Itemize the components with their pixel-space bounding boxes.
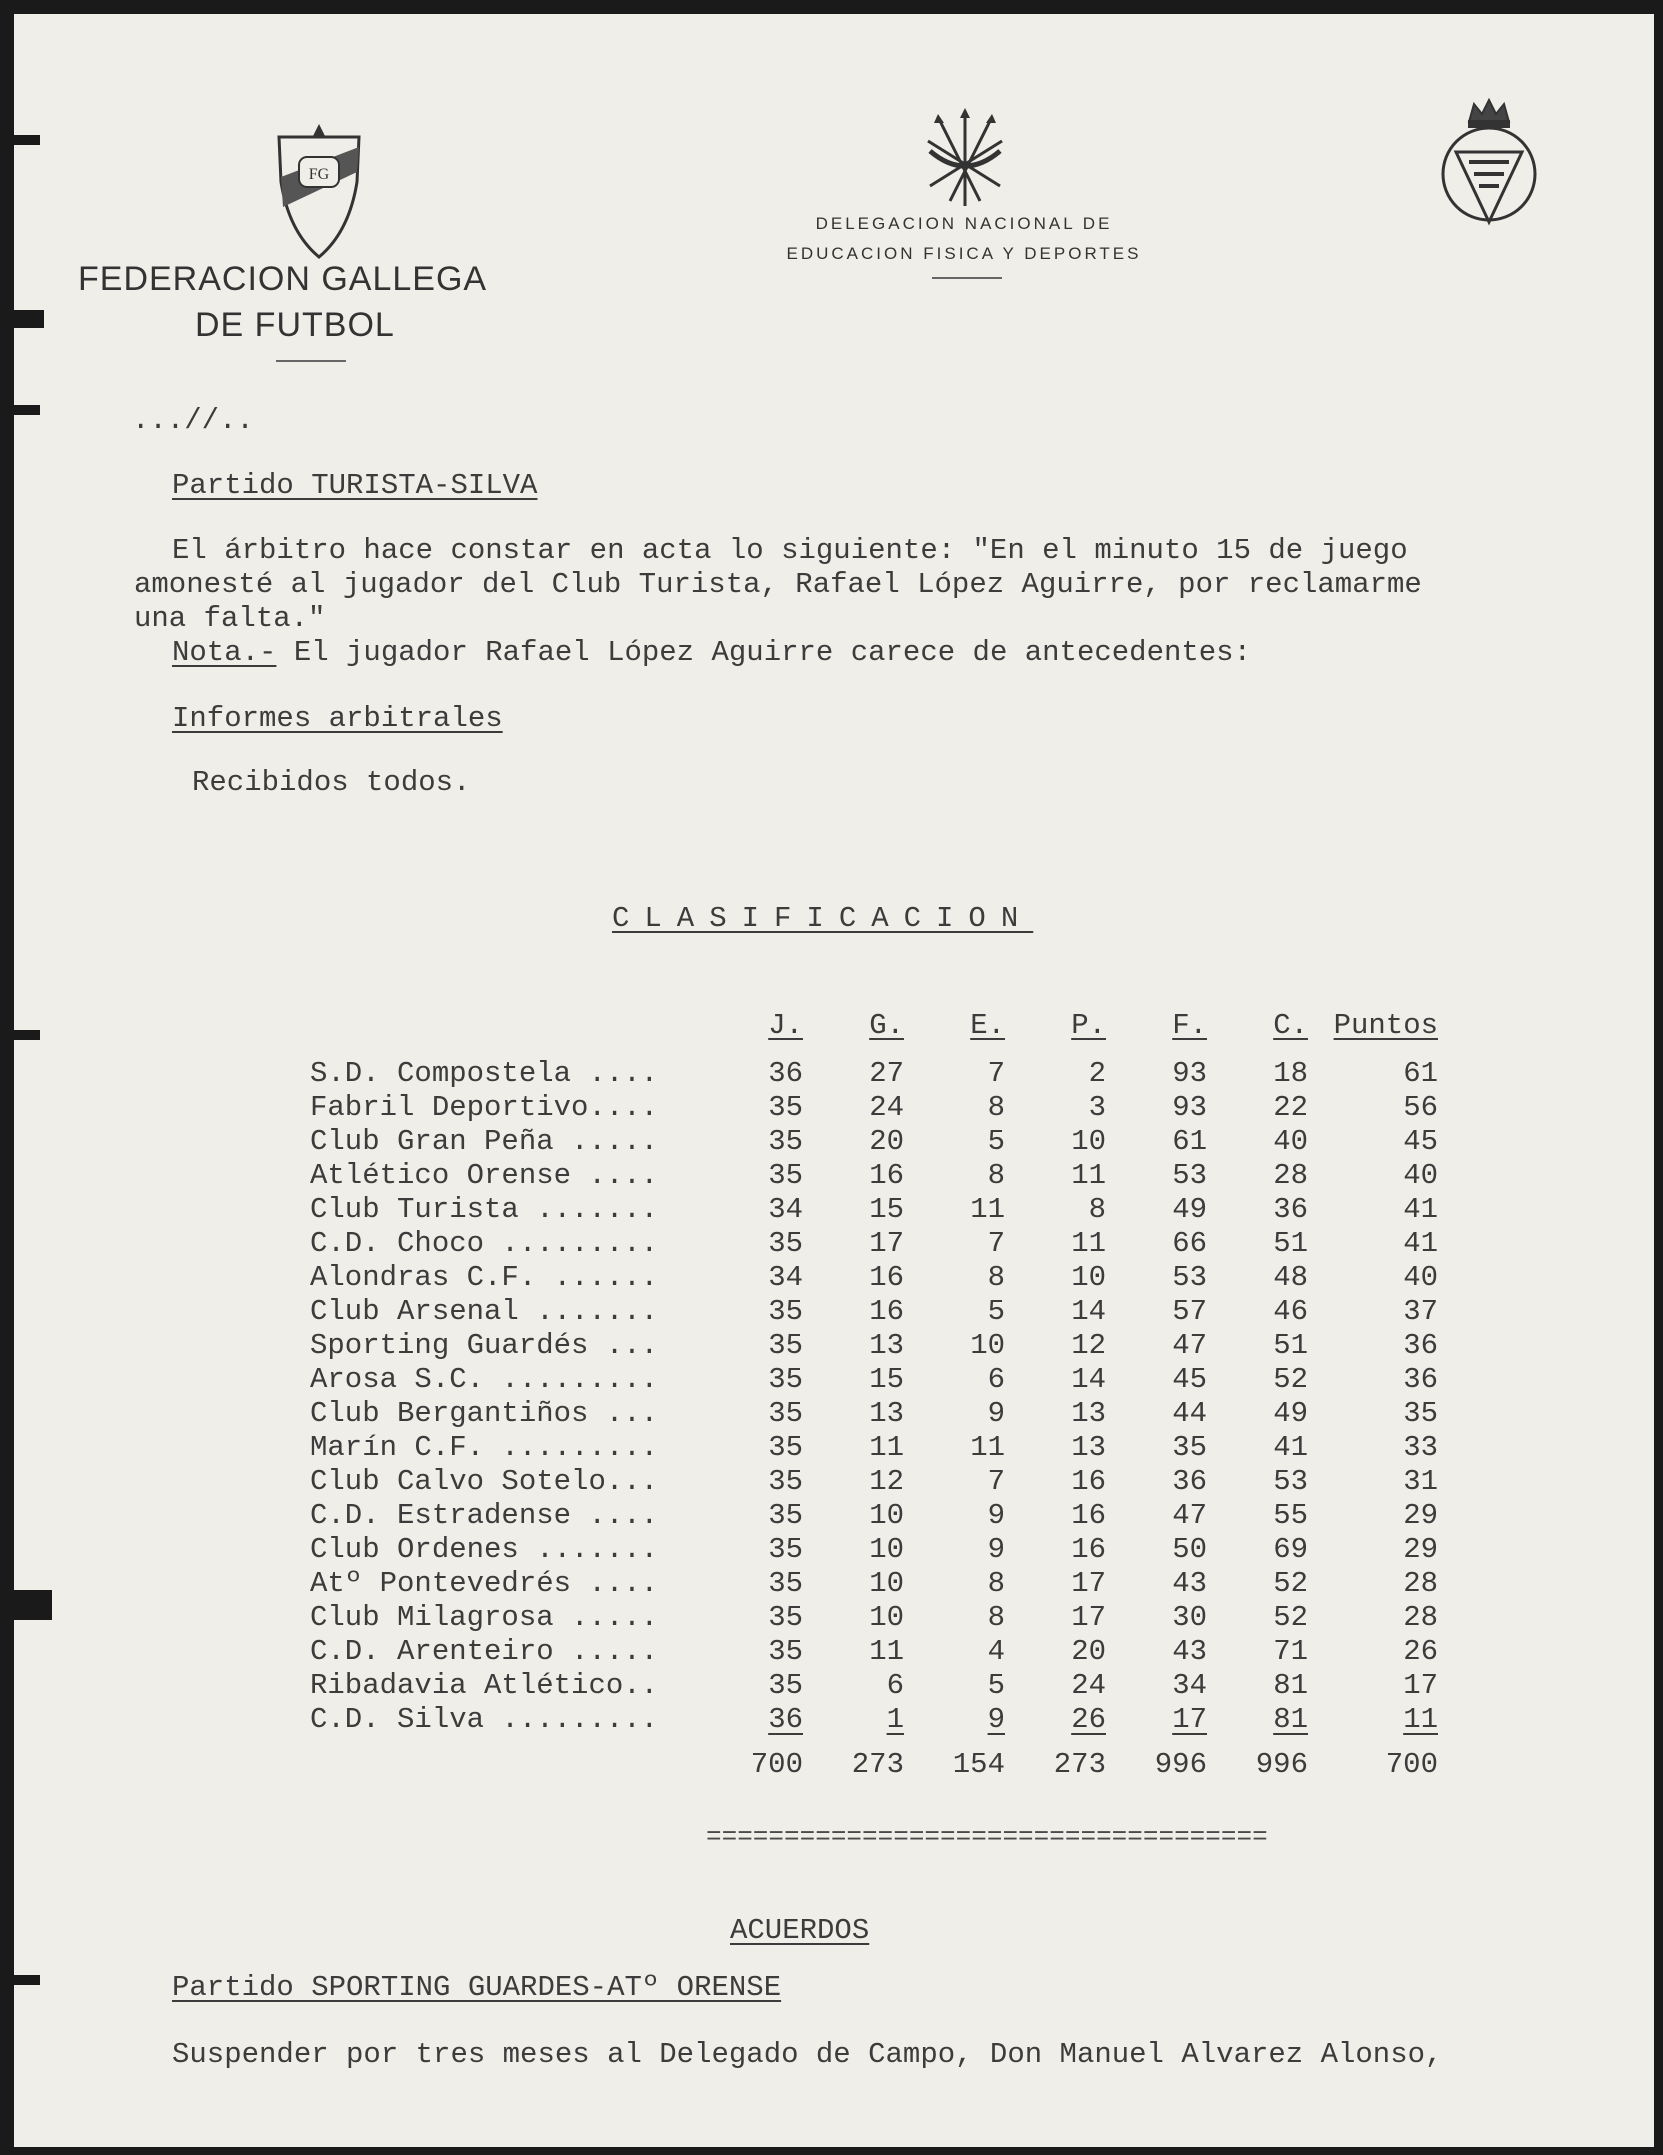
- stat-e: 8: [987, 1601, 1005, 1634]
- stat-p: 8: [1088, 1193, 1106, 1226]
- note-line: [172, 636, 1251, 669]
- stat-p: 11: [1071, 1227, 1106, 1260]
- team-name: S.D. Compostela ....: [310, 1057, 659, 1090]
- stat-c: 40: [1273, 1125, 1308, 1158]
- stat-j: 35: [768, 1125, 803, 1158]
- stat-puntos: 28: [1403, 1567, 1438, 1600]
- stat-e: 7: [987, 1227, 1005, 1260]
- stat-puntos: 29: [1403, 1499, 1438, 1532]
- stat-j: 35: [768, 1227, 803, 1260]
- stat-e: 11: [970, 1431, 1005, 1464]
- table-row: [310, 1499, 1438, 1533]
- team-name: C.D. Choco .........: [310, 1227, 659, 1260]
- stat-p: 17: [1071, 1567, 1106, 1600]
- standings-table: [310, 1009, 1438, 1793]
- stat-p: 26: [1071, 1703, 1106, 1736]
- stat-f: 44: [1172, 1397, 1207, 1430]
- column-header-p: P.: [1071, 1009, 1106, 1042]
- stat-e: 8: [987, 1091, 1005, 1124]
- stat-f: 53: [1172, 1159, 1207, 1192]
- column-header-e: E.: [970, 1009, 1005, 1042]
- team-name: C.D. Arenteiro .....: [310, 1635, 659, 1668]
- team-name: Atº Pontevedrés ....: [310, 1567, 659, 1600]
- table-row: [310, 1193, 1438, 1227]
- stat-f: 93: [1172, 1091, 1207, 1124]
- team-name: Alondras C.F. ......: [310, 1261, 659, 1294]
- stat-puntos: 41: [1403, 1193, 1438, 1226]
- stat-p: 16: [1071, 1465, 1106, 1498]
- column-header-f: F.: [1172, 1009, 1207, 1042]
- stat-c: 51: [1273, 1227, 1308, 1260]
- note-label: Nota.-: [172, 636, 277, 669]
- stat-f: 45: [1172, 1363, 1207, 1396]
- team-name: Club Calvo Sotelo...: [310, 1465, 659, 1498]
- stat-g: 16: [869, 1261, 904, 1294]
- stat-j: 35: [768, 1499, 803, 1532]
- team-name: Club Gran Peña .....: [310, 1125, 659, 1158]
- continuation-mark: ...//..: [132, 404, 254, 437]
- team-name: Club Turista .......: [310, 1193, 659, 1226]
- stat-e: 4: [987, 1635, 1005, 1668]
- stat-f: 61: [1172, 1125, 1207, 1158]
- stat-e: 5: [987, 1125, 1005, 1158]
- stat-c: 36: [1273, 1193, 1308, 1226]
- totals-double-rule: ====================================: [706, 1822, 1268, 1852]
- stat-e: 5: [987, 1295, 1005, 1328]
- table-row: [310, 1363, 1438, 1397]
- stat-puntos: 31: [1403, 1465, 1438, 1498]
- team-name: Club Arsenal .......: [310, 1295, 659, 1328]
- stat-g: 10: [869, 1533, 904, 1566]
- note-text: El jugador Rafael López Aguirre carece de antecedentes:: [276, 636, 1251, 669]
- stat-c: 41: [1273, 1431, 1308, 1464]
- stat-p: 12: [1071, 1329, 1106, 1362]
- column-header-j: J.: [768, 1009, 803, 1042]
- column-header-c: C.: [1273, 1009, 1308, 1042]
- stat-e: 8: [987, 1159, 1005, 1192]
- stat-e: 9: [987, 1397, 1005, 1430]
- stat-c: 28: [1273, 1159, 1308, 1192]
- stat-p: 13: [1071, 1397, 1106, 1430]
- federation-name-line1: FEDERACION GALLEGA: [78, 260, 488, 298]
- stat-e: 9: [987, 1499, 1005, 1532]
- team-name: Club Milagrosa .....: [310, 1601, 659, 1634]
- stat-j: 34: [768, 1261, 803, 1294]
- stat-f: 53: [1172, 1261, 1207, 1294]
- delegation-line2: EDUCACION FISICA Y DEPORTES: [786, 244, 1142, 263]
- turista-text-line3: una falta.": [134, 602, 326, 635]
- total-c: 996: [1255, 1748, 1308, 1781]
- stat-g: 11: [869, 1431, 904, 1464]
- stat-f: 57: [1172, 1295, 1207, 1328]
- stat-e: 10: [970, 1329, 1005, 1362]
- stat-e: 9: [987, 1703, 1005, 1736]
- stat-puntos: 29: [1403, 1533, 1438, 1566]
- stat-j: 35: [768, 1601, 803, 1634]
- acuerdos-heading: ACUERDOS: [730, 1914, 870, 1947]
- table-row: [310, 1125, 1438, 1159]
- stat-f: 36: [1172, 1465, 1207, 1498]
- stat-g: 10: [869, 1567, 904, 1600]
- table-row: [310, 1465, 1438, 1499]
- informes-heading: Informes arbitrales: [172, 702, 503, 735]
- stat-j: 35: [768, 1091, 803, 1124]
- total-f: 996: [1154, 1748, 1207, 1781]
- stat-j: 35: [768, 1295, 803, 1328]
- stat-puntos: 35: [1403, 1397, 1438, 1430]
- table-row: [310, 1567, 1438, 1601]
- header-rule-center: [932, 277, 1002, 279]
- stat-f: 34: [1172, 1669, 1207, 1702]
- stat-p: 10: [1071, 1125, 1106, 1158]
- document-page: [14, 14, 1654, 2147]
- stat-j: 35: [768, 1159, 803, 1192]
- table-row: [310, 1057, 1438, 1091]
- stat-puntos: 26: [1403, 1635, 1438, 1668]
- stat-puntos: 40: [1403, 1261, 1438, 1294]
- stat-p: 24: [1071, 1669, 1106, 1702]
- stat-f: 30: [1172, 1601, 1207, 1634]
- stat-p: 3: [1088, 1091, 1106, 1124]
- stat-g: 11: [869, 1635, 904, 1668]
- table-row: [310, 1159, 1438, 1193]
- team-name: Marín C.F. .........: [310, 1431, 659, 1464]
- stat-j: 36: [768, 1057, 803, 1090]
- stat-c: 81: [1273, 1669, 1308, 1702]
- stat-c: 51: [1273, 1329, 1308, 1362]
- turista-silva-heading: Partido TURISTA-SILVA: [172, 469, 538, 502]
- stat-f: 43: [1172, 1635, 1207, 1668]
- binding-mark: [0, 310, 44, 328]
- galician-federation-shield-icon: [269, 122, 369, 262]
- stat-c: 69: [1273, 1533, 1308, 1566]
- acuerdos-subheading: Partido SPORTING GUARDES-ATº ORENSE: [172, 1971, 782, 2004]
- stat-c: 71: [1273, 1635, 1308, 1668]
- stat-puntos: 33: [1403, 1431, 1438, 1464]
- acuerdos-text: Suspender por tres meses al Delegado de Campo, Don Manuel Alvarez Alonso,: [172, 2038, 1443, 2071]
- crowned-spanish-federation-badge-icon: [1434, 92, 1544, 237]
- stat-c: 52: [1273, 1567, 1308, 1600]
- standings-header-row: [310, 1009, 1438, 1057]
- stat-puntos: 56: [1403, 1091, 1438, 1124]
- stat-g: 13: [869, 1329, 904, 1362]
- totals-row: [310, 1737, 1438, 1793]
- stat-c: 53: [1273, 1465, 1308, 1498]
- stat-j: 35: [768, 1465, 803, 1498]
- stat-e: 11: [970, 1193, 1005, 1226]
- informes-text: Recibidos todos.: [192, 766, 471, 799]
- stat-c: 52: [1273, 1601, 1308, 1634]
- table-row: [310, 1703, 1438, 1737]
- stat-f: 47: [1172, 1329, 1207, 1362]
- stat-g: 6: [886, 1669, 904, 1702]
- turista-text-line2: amonesté al jugador del Club Turista, Rafael López Aguirre, por reclamarme: [134, 568, 1422, 601]
- stat-p: 20: [1071, 1635, 1106, 1668]
- stat-g: 27: [869, 1057, 904, 1090]
- stat-j: 35: [768, 1669, 803, 1702]
- stat-c: 18: [1273, 1057, 1308, 1090]
- binding-mark: [0, 1975, 40, 1985]
- stat-f: 50: [1172, 1533, 1207, 1566]
- team-name: C.D. Estradense ....: [310, 1499, 659, 1532]
- stat-f: 93: [1172, 1057, 1207, 1090]
- binding-mark: [0, 1030, 40, 1040]
- total-g: 273: [851, 1748, 904, 1781]
- stat-f: 66: [1172, 1227, 1207, 1260]
- team-column-header: [310, 1009, 702, 1057]
- stat-f: 17: [1172, 1703, 1207, 1736]
- stat-c: 48: [1273, 1261, 1308, 1294]
- stat-c: 52: [1273, 1363, 1308, 1396]
- header-rule-left: [276, 360, 346, 362]
- stat-j: 35: [768, 1329, 803, 1362]
- stat-c: 81: [1273, 1703, 1308, 1736]
- column-header-g: G.: [869, 1009, 904, 1042]
- team-name: Arosa S.C. .........: [310, 1363, 659, 1396]
- team-name: Sporting Guardés ...: [310, 1329, 659, 1362]
- stat-c: 55: [1273, 1499, 1308, 1532]
- stat-g: 17: [869, 1227, 904, 1260]
- yoke-and-arrows-icon: [920, 106, 1010, 216]
- table-row: [310, 1669, 1438, 1703]
- stat-c: 46: [1273, 1295, 1308, 1328]
- stat-g: 15: [869, 1363, 904, 1396]
- stat-f: 43: [1172, 1567, 1207, 1600]
- stat-g: 10: [869, 1499, 904, 1532]
- stat-f: 35: [1172, 1431, 1207, 1464]
- table-row: [310, 1397, 1438, 1431]
- stat-g: 16: [869, 1295, 904, 1328]
- stat-j: 35: [768, 1567, 803, 1600]
- stat-j: 35: [768, 1431, 803, 1464]
- stat-g: 1: [886, 1703, 904, 1736]
- stat-e: 9: [987, 1533, 1005, 1566]
- stat-puntos: 36: [1403, 1329, 1438, 1362]
- stat-e: 8: [987, 1261, 1005, 1294]
- team-name: Club Ordenes .......: [310, 1533, 659, 1566]
- stat-g: 15: [869, 1193, 904, 1226]
- stat-puntos: 40: [1403, 1159, 1438, 1192]
- stat-puntos: 28: [1403, 1601, 1438, 1634]
- stat-g: 20: [869, 1125, 904, 1158]
- stat-g: 10: [869, 1601, 904, 1634]
- stat-p: 10: [1071, 1261, 1106, 1294]
- stat-j: 35: [768, 1635, 803, 1668]
- table-row: [310, 1533, 1438, 1567]
- total-e: 154: [952, 1748, 1005, 1781]
- stat-g: 16: [869, 1159, 904, 1192]
- stat-puntos: 61: [1403, 1057, 1438, 1090]
- stat-p: 16: [1071, 1499, 1106, 1532]
- stat-puntos: 41: [1403, 1227, 1438, 1260]
- table-row: [310, 1295, 1438, 1329]
- federation-name-line2: DE FUTBOL: [195, 306, 395, 344]
- total-j: 700: [750, 1748, 803, 1781]
- stat-e: 7: [987, 1057, 1005, 1090]
- stat-g: 24: [869, 1091, 904, 1124]
- stat-j: 35: [768, 1363, 803, 1396]
- team-name: Atlético Orense ....: [310, 1159, 659, 1192]
- clasificacion-title: CLASIFICACION: [612, 902, 1034, 935]
- turista-text-line1: El árbitro hace constar en acta lo siguiente: "En el minuto 15 de juego: [172, 534, 1408, 567]
- stat-puntos: 36: [1403, 1363, 1438, 1396]
- stat-c: 22: [1273, 1091, 1308, 1124]
- column-header-puntos: Puntos: [1333, 1009, 1438, 1042]
- team-name: C.D. Silva .........: [310, 1703, 659, 1736]
- team-name: Ribadavia Atlético..: [310, 1669, 659, 1702]
- svg-text:FG: FG: [308, 166, 330, 183]
- total-puntos: 700: [1385, 1748, 1438, 1781]
- table-row: [310, 1431, 1438, 1465]
- stat-c: 49: [1273, 1397, 1308, 1430]
- stat-j: 34: [768, 1193, 803, 1226]
- binding-mark: [0, 135, 40, 145]
- delegation-line1: DELEGACION NACIONAL DE: [815, 214, 1113, 233]
- stat-p: 17: [1071, 1601, 1106, 1634]
- table-row: [310, 1601, 1438, 1635]
- stat-g: 13: [869, 1397, 904, 1430]
- team-name: Fabril Deportivo....: [310, 1091, 659, 1124]
- stat-p: 11: [1071, 1159, 1106, 1192]
- binding-mark: [0, 405, 40, 415]
- total-p: 273: [1053, 1748, 1106, 1781]
- stat-p: 16: [1071, 1533, 1106, 1566]
- binding-mark: [0, 1590, 52, 1620]
- totals-label-cell: [310, 1737, 702, 1793]
- stat-p: 14: [1071, 1295, 1106, 1328]
- table-row: [310, 1329, 1438, 1363]
- stat-p: 13: [1071, 1431, 1106, 1464]
- table-row: [310, 1227, 1438, 1261]
- stat-j: 36: [768, 1703, 803, 1736]
- stat-p: 2: [1088, 1057, 1106, 1090]
- table-row: [310, 1635, 1438, 1669]
- stat-puntos: 11: [1403, 1703, 1438, 1736]
- stat-e: 6: [987, 1363, 1005, 1396]
- stat-f: 47: [1172, 1499, 1207, 1532]
- stat-j: 35: [768, 1533, 803, 1566]
- stat-puntos: 37: [1403, 1295, 1438, 1328]
- stat-e: 8: [987, 1567, 1005, 1600]
- table-row: [310, 1091, 1438, 1125]
- team-name: Club Bergantiños ...: [310, 1397, 659, 1430]
- stat-g: 12: [869, 1465, 904, 1498]
- stat-f: 49: [1172, 1193, 1207, 1226]
- stat-puntos: 45: [1403, 1125, 1438, 1158]
- table-row: [310, 1261, 1438, 1295]
- stat-puntos: 17: [1403, 1669, 1438, 1702]
- stat-j: 35: [768, 1397, 803, 1430]
- stat-e: 7: [987, 1465, 1005, 1498]
- stat-p: 14: [1071, 1363, 1106, 1396]
- stat-e: 5: [987, 1669, 1005, 1702]
